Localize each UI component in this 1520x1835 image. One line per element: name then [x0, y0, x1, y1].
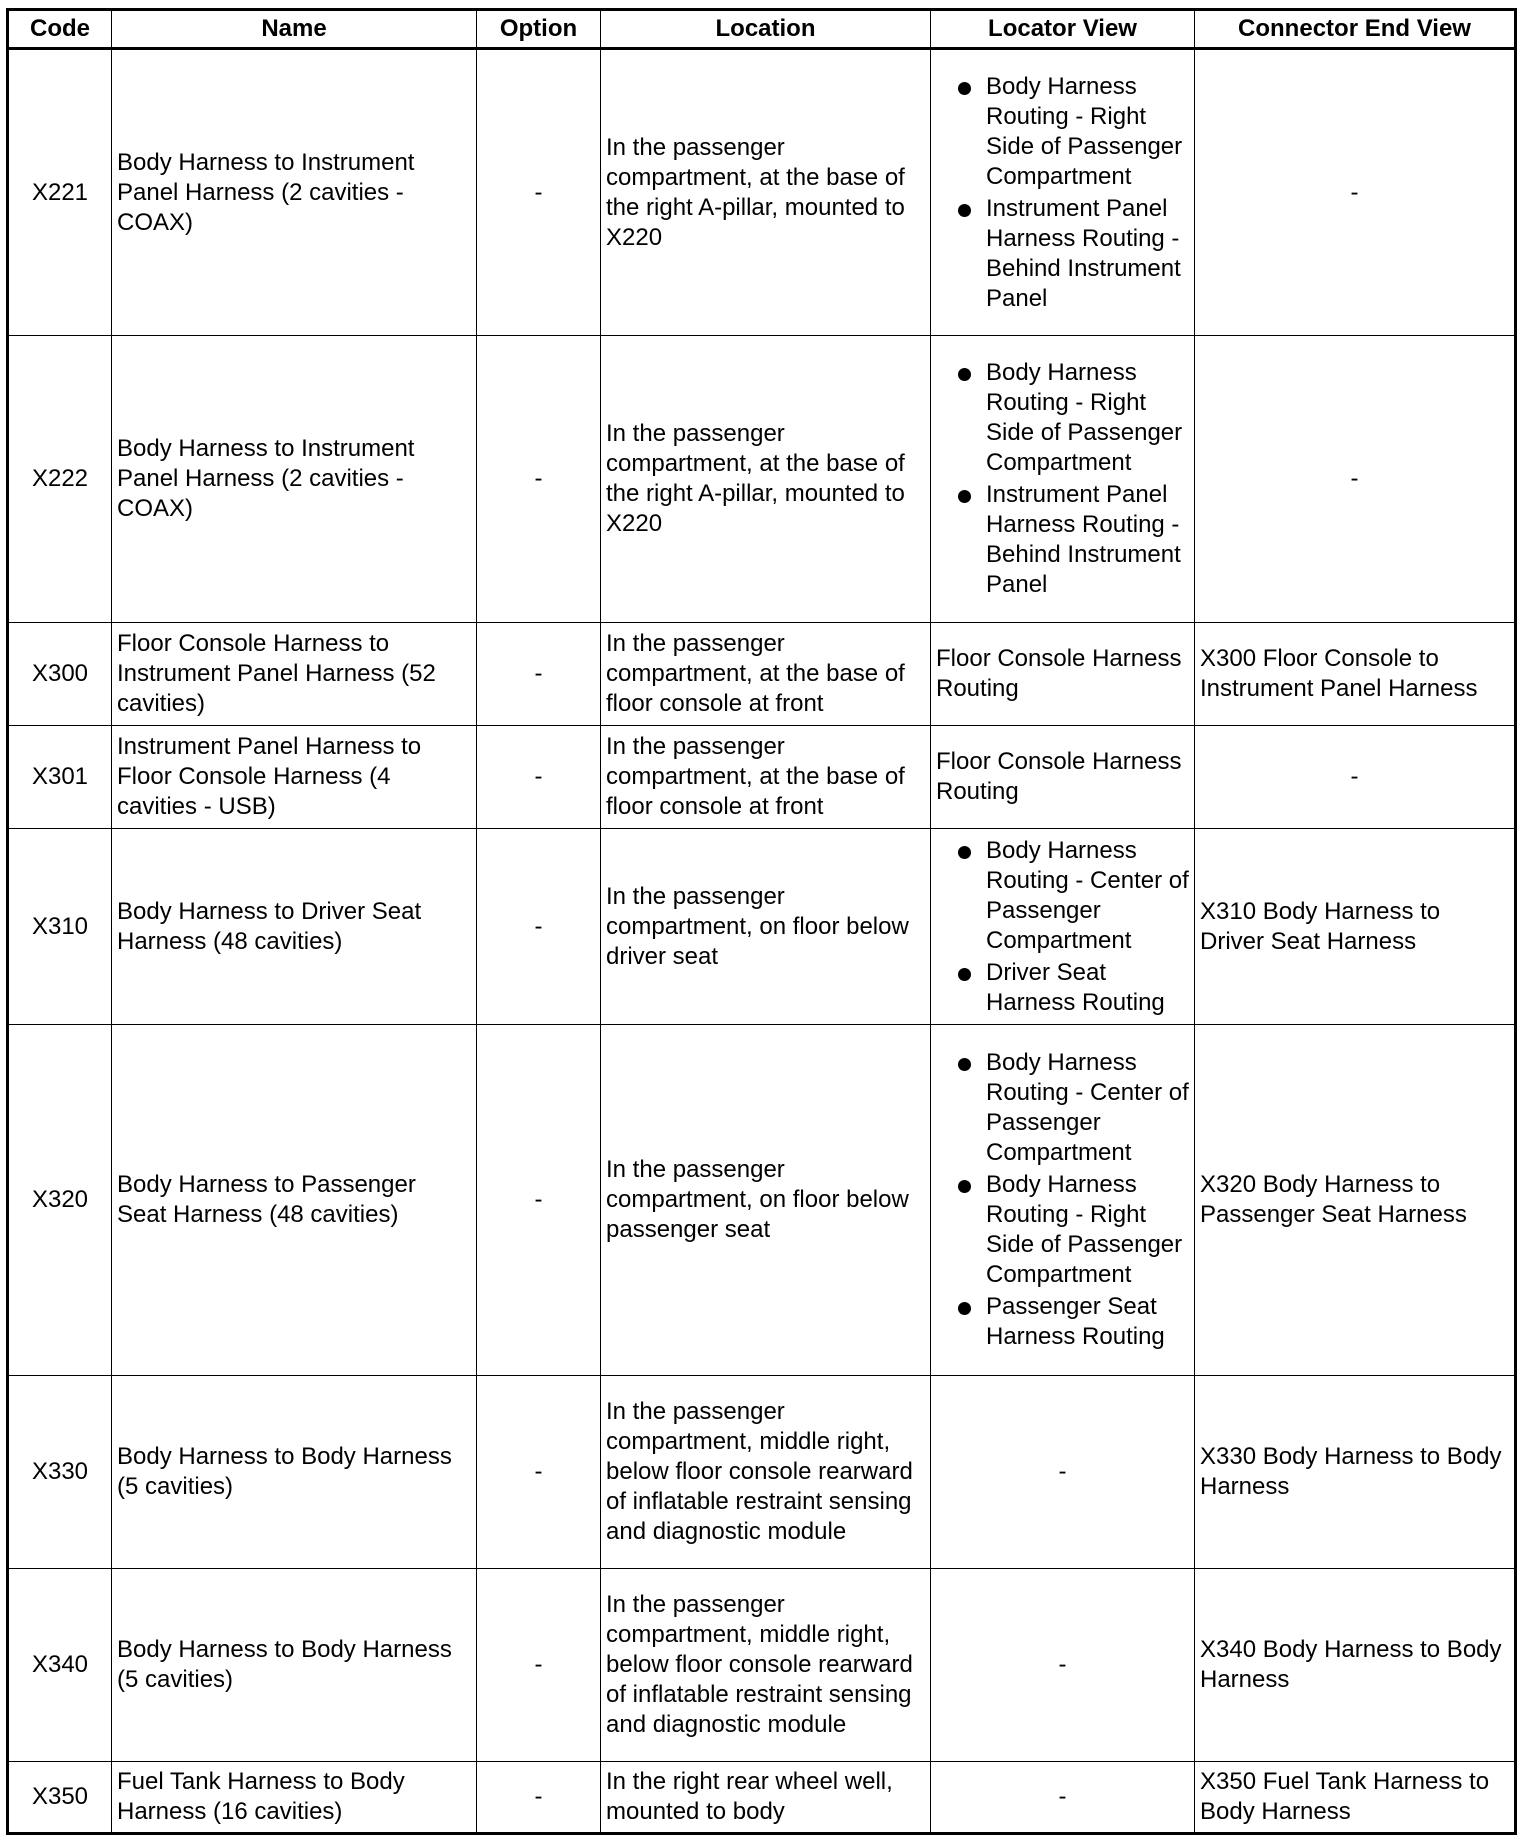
cell-name: Fuel Tank Harness to Body Harness (16 cavities): [112, 1762, 477, 1834]
bullet-item: Instrument Panel Harness Routing - Behind Instrument Panel: [936, 480, 1189, 600]
cell-name: Floor Console Harness to Instrument Panel Harness (52 cavities): [112, 623, 477, 726]
cell-location: In the right rear wheel well, mounted to body: [601, 1762, 931, 1834]
cell-option: -: [477, 1762, 601, 1834]
cell-connector-end-view: X350 Fuel Tank Harness to Body Harness: [1195, 1762, 1516, 1834]
cell-code: X222: [8, 336, 112, 623]
cell-connector-end-view: -: [1195, 49, 1516, 336]
cell-location: In the passenger compartment, at the base of the right A-pillar, mounted to X220: [601, 336, 931, 623]
cell-location: In the passenger compartment, middle right, below floor console rearward of inflatable restraint sensing and diagnostic module: [601, 1569, 931, 1762]
cell-locator-view: -: [931, 1376, 1195, 1569]
cell-name: Body Harness to Instrument Panel Harness (2 cavities - COAX): [112, 336, 477, 623]
cell-name: Body Harness to Body Harness (5 cavities): [112, 1569, 477, 1762]
cell-code: X340: [8, 1569, 112, 1762]
cell-location: In the passenger compartment, middle right, below floor console rearward of inflatable restraint sensing and diagnostic module: [601, 1376, 931, 1569]
header-code: Code: [8, 10, 112, 49]
header-name: Name: [112, 10, 477, 49]
header-row: [8, 10, 1516, 49]
table-row: [8, 1376, 1516, 1569]
table-row: [8, 829, 1516, 1025]
cell-code: X350: [8, 1762, 112, 1834]
bullet-item: Body Harness Routing - Center of Passenger Compartment: [936, 1048, 1189, 1168]
cell-locator-view: Floor Console Harness Routing: [931, 623, 1195, 726]
table-row: [8, 726, 1516, 829]
header-connector-end-view: Connector End View: [1195, 10, 1516, 49]
cell-name: Body Harness to Body Harness (5 cavities): [112, 1376, 477, 1569]
cell-connector-end-view: X340 Body Harness to Body Harness: [1195, 1569, 1516, 1762]
cell-connector-end-view: -: [1195, 726, 1516, 829]
locator-bullet-list: [936, 358, 1189, 600]
bullet-item: Driver Seat Harness Routing: [936, 958, 1189, 1018]
table-row: [8, 336, 1516, 623]
cell-location: In the passenger compartment, at the base of floor console at front: [601, 623, 931, 726]
header-locator-view: Locator View: [931, 10, 1195, 49]
cell-name: Body Harness to Driver Seat Harness (48 cavities): [112, 829, 477, 1025]
connector-table: [6, 8, 1517, 1835]
cell-code: X300: [8, 623, 112, 726]
cell-location: In the passenger compartment, on floor below passenger seat: [601, 1025, 931, 1376]
cell-locator-view: [931, 336, 1195, 623]
bullet-item: Body Harness Routing - Right Side of Passenger Compartment: [936, 1170, 1189, 1290]
cell-connector-end-view: -: [1195, 336, 1516, 623]
cell-locator-view: -: [931, 1762, 1195, 1834]
locator-bullet-list: [936, 72, 1189, 314]
cell-option: -: [477, 623, 601, 726]
cell-code: X301: [8, 726, 112, 829]
cell-connector-end-view: X320 Body Harness to Passenger Seat Harness: [1195, 1025, 1516, 1376]
cell-option: -: [477, 726, 601, 829]
table-row: [8, 1025, 1516, 1376]
table-row: [8, 1762, 1516, 1834]
cell-locator-view: -: [931, 1569, 1195, 1762]
cell-locator-view: [931, 49, 1195, 336]
cell-option: -: [477, 49, 601, 336]
cell-location: In the passenger compartment, at the base of floor console at front: [601, 726, 931, 829]
cell-connector-end-view: X330 Body Harness to Body Harness: [1195, 1376, 1516, 1569]
header-location: Location: [601, 10, 931, 49]
table-row: [8, 1569, 1516, 1762]
cell-name: Instrument Panel Harness to Floor Console Harness (4 cavities - USB): [112, 726, 477, 829]
bullet-item: Body Harness Routing - Center of Passenger Compartment: [936, 836, 1189, 956]
cell-location: In the passenger compartment, at the base of the right A-pillar, mounted to X220: [601, 49, 931, 336]
cell-connector-end-view: X300 Floor Console to Instrument Panel Harness: [1195, 623, 1516, 726]
cell-locator-view: [931, 829, 1195, 1025]
cell-name: Body Harness to Passenger Seat Harness (48 cavities): [112, 1025, 477, 1376]
cell-code: X320: [8, 1025, 112, 1376]
bullet-item: Instrument Panel Harness Routing - Behind Instrument Panel: [936, 194, 1189, 314]
cell-locator-view: [931, 1025, 1195, 1376]
bullet-item: Passenger Seat Harness Routing: [936, 1292, 1189, 1352]
cell-connector-end-view: X310 Body Harness to Driver Seat Harness: [1195, 829, 1516, 1025]
cell-locator-view: Floor Console Harness Routing: [931, 726, 1195, 829]
cell-location: In the passenger compartment, on floor below driver seat: [601, 829, 931, 1025]
header-option: Option: [477, 10, 601, 49]
bullet-item: Body Harness Routing - Right Side of Passenger Compartment: [936, 358, 1189, 478]
table-row: [8, 49, 1516, 336]
locator-bullet-list: [936, 836, 1189, 1018]
cell-option: -: [477, 1376, 601, 1569]
cell-name: Body Harness to Instrument Panel Harness (2 cavities - COAX): [112, 49, 477, 336]
cell-code: X221: [8, 49, 112, 336]
locator-bullet-list: [936, 1048, 1189, 1352]
cell-option: -: [477, 829, 601, 1025]
cell-option: -: [477, 1569, 601, 1762]
cell-option: -: [477, 1025, 601, 1376]
cell-code: X310: [8, 829, 112, 1025]
cell-code: X330: [8, 1376, 112, 1569]
table-row: [8, 623, 1516, 726]
bullet-item: Body Harness Routing - Right Side of Passenger Compartment: [936, 72, 1189, 192]
cell-option: -: [477, 336, 601, 623]
connector-table-container: [6, 8, 1514, 1835]
